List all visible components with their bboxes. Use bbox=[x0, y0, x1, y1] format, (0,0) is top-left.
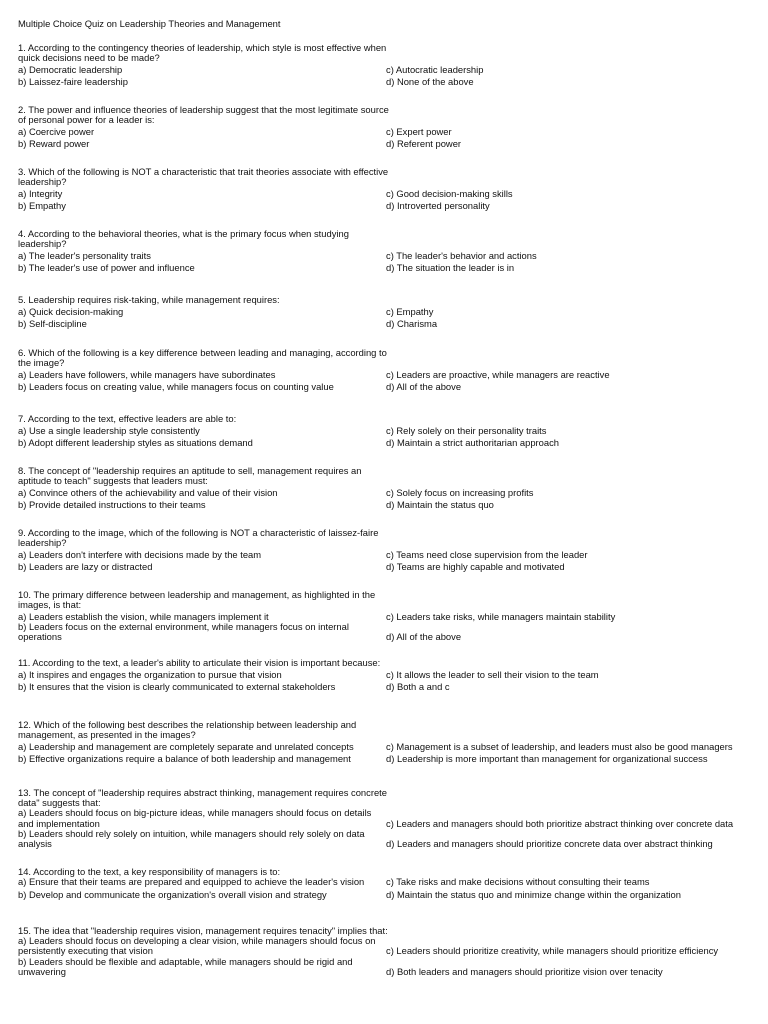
option-b: b) It ensures that the vision is clearly communicated to external stakeholders bbox=[18, 681, 336, 692]
question-12 bbox=[18, 720, 758, 764]
option-b: b) The leader's use of power and influence bbox=[18, 262, 195, 274]
option-b: b) Adopt different leadership styles as situations demand bbox=[18, 437, 253, 448]
option-d: d) Teams are highly capable and motivated bbox=[386, 561, 565, 573]
option-b: b) Leaders should rely solely on intuition, while managers should rely solely on data analysis bbox=[18, 827, 365, 850]
option-d: d) Referent power bbox=[386, 138, 462, 150]
question-5 bbox=[18, 295, 758, 329]
option-a: a) Democratic leadership bbox=[18, 63, 123, 75]
option-c: c) Autocratic leadership bbox=[386, 63, 484, 75]
option-b: b) Leaders focus on creating value, while managers focus on counting value bbox=[18, 381, 334, 393]
option-c: c) It allows the leader to sell their vision to the team bbox=[386, 668, 599, 680]
option-a: a) Leaders don't interfere with decisions made by the team bbox=[18, 548, 262, 560]
option-a: a) Quick decision-making bbox=[18, 305, 124, 317]
question-9 bbox=[18, 528, 758, 572]
question-2 bbox=[18, 105, 758, 149]
option-d: d) All of the above bbox=[386, 381, 462, 393]
question-stem: 8. The concept of "leadership requires an aptitude to sell, management requires an aptitude to teach" suggests that leaders must: bbox=[18, 465, 362, 487]
option-d: d) Both a and c bbox=[386, 681, 450, 692]
option-b: b) Leaders should be flexible and adaptable, while managers should be rigid and unwavering bbox=[18, 955, 353, 977]
question-15 bbox=[18, 926, 758, 977]
option-d: d) Introverted personality bbox=[386, 200, 490, 212]
option-a: a) Leaders should focus on big-picture ideas, while managers should focus on details and implementation bbox=[18, 807, 372, 829]
option-c: c) Empathy bbox=[386, 305, 434, 317]
option-b: b) Leaders focus on the external environment, while managers focus on internal operations bbox=[18, 620, 349, 643]
question-7 bbox=[18, 414, 758, 448]
option-b: b) Reward power bbox=[18, 138, 90, 150]
option-d: d) Maintain the status quo bbox=[386, 499, 494, 511]
question-stem: 9. According to the image, which of the following is NOT a characteristic of laissez-faire leadership? bbox=[18, 527, 379, 549]
option-a: a) Integrity bbox=[18, 187, 63, 199]
option-a: a) Leaders establish the vision, while managers implement it bbox=[18, 610, 269, 622]
option-d: d) Charisma bbox=[386, 318, 438, 329]
option-c: c) Leaders take risks, while managers maintain stability bbox=[386, 610, 616, 622]
question-stem: 1. According to the contingency theories of leadership, which style is most effective when quick decisions need to be made? bbox=[18, 42, 387, 64]
option-a: a) Use a single leadership style consistently bbox=[18, 424, 200, 436]
option-c: c) Rely solely on their personality traits bbox=[386, 424, 547, 436]
option-d: d) Leadership is more important than management for organizational success bbox=[386, 753, 708, 765]
question-stem: 7. According to the text, effective leaders are able to: bbox=[18, 413, 237, 424]
question-13 bbox=[18, 788, 758, 849]
option-d: d) The situation the leader is in bbox=[386, 262, 515, 274]
option-d: d) Both leaders and managers should prioritize vision over tenacity bbox=[386, 965, 663, 977]
option-b: b) Provide detailed instructions to their teams bbox=[18, 499, 206, 511]
question-stem: 12. Which of the following best describes the relationship between leadership and management, as presented in the images? bbox=[18, 719, 357, 741]
option-c: c) Take risks and make decisions without consulting their teams bbox=[386, 876, 650, 888]
question-stem: 3. Which of the following is NOT a characteristic that trait theories associate with effective leadership? bbox=[18, 166, 389, 188]
option-c: c) Leaders and managers should both prioritize abstract thinking over concrete data bbox=[386, 817, 734, 829]
question-stem: 11. According to the text, a leader's ability to articulate their vision is important because: bbox=[18, 657, 381, 668]
question-stem: 2. The power and influence theories of leadership suggest that the most legitimate source of personal power for a leader is: bbox=[18, 104, 389, 126]
question-14 bbox=[18, 867, 758, 900]
option-c: c) Leaders are proactive, while managers are reactive bbox=[386, 368, 610, 380]
option-b: b) Effective organizations require a balance of both leadership and management bbox=[18, 753, 351, 765]
option-a: a) The leader's personality traits bbox=[18, 249, 151, 261]
option-b: b) Empathy bbox=[18, 200, 66, 212]
option-d: d) Maintain the status quo and minimize change within the organization bbox=[386, 888, 681, 900]
option-a: a) Leadership and management are completely separate and unrelated concepts bbox=[18, 740, 354, 752]
question-8 bbox=[18, 466, 758, 510]
question-4 bbox=[18, 229, 758, 273]
question-stem: 6. Which of the following is a key difference between leading and managing, according to the image? bbox=[18, 347, 387, 369]
option-d: d) Maintain a strict authoritarian approach bbox=[386, 437, 560, 448]
option-a: a) Ensure that their teams are prepared and equipped to achieve the leader's vision bbox=[18, 876, 365, 888]
option-a: a) Leaders have followers, while managers have subordinates bbox=[18, 368, 276, 380]
option-c: c) Leaders should prioritize creativity, while managers should prioritize efficiency bbox=[386, 945, 719, 957]
option-a: a) Coercive power bbox=[18, 125, 95, 137]
quiz-title: Multiple Choice Quiz on Leadership Theories and Management bbox=[18, 18, 281, 29]
option-a: a) Convince others of the achievability and value of their vision bbox=[18, 486, 278, 498]
option-c: c) Expert power bbox=[386, 125, 452, 137]
option-b: b) Develop and communicate the organization's overall vision and strategy bbox=[18, 888, 327, 900]
question-stem: 14. According to the text, a key responsibility of managers is to: bbox=[18, 866, 281, 877]
option-d: d) Leaders and managers should prioritize concrete data over abstract thinking bbox=[386, 838, 713, 850]
question-3 bbox=[18, 167, 758, 211]
option-b: b) Leaders are lazy or distracted bbox=[18, 561, 153, 573]
option-c: c) Teams need close supervision from the leader bbox=[386, 548, 588, 560]
question-stem: 4. According to the behavioral theories, what is the primary focus when studying leadership? bbox=[18, 228, 349, 250]
question-stem: 5. Leadership requires risk-taking, while management requires: bbox=[18, 294, 280, 305]
option-c: c) Solely focus on increasing profits bbox=[386, 486, 534, 498]
option-c: c) Good decision-making skills bbox=[386, 187, 513, 199]
option-a: a) It inspires and engages the organization to pursue that vision bbox=[18, 668, 282, 680]
option-d: d) None of the above bbox=[386, 76, 474, 88]
option-b: b) Self-discipline bbox=[18, 318, 87, 329]
question-6 bbox=[18, 348, 758, 392]
question-1 bbox=[18, 43, 758, 87]
option-c: c) The leader's behavior and actions bbox=[386, 249, 537, 261]
question-stem: 15. The idea that "leadership requires vision, management requires tenacity" implies that: bbox=[18, 925, 388, 936]
question-10 bbox=[18, 590, 758, 642]
option-b: b) Laissez-faire leadership bbox=[18, 76, 128, 88]
option-d: d) All of the above bbox=[386, 631, 462, 643]
question-11 bbox=[18, 658, 758, 692]
question-stem: 10. The primary difference between leadership and management, as highlighted in the images, is that: bbox=[18, 589, 376, 611]
question-stem: 13. The concept of "leadership requires abstract thinking, management requires concrete data" suggests that: bbox=[18, 787, 387, 809]
option-a: a) Leaders should focus on developing a clear vision, while managers should focus on persistently executing that vision bbox=[18, 935, 376, 957]
option-c: c) Management is a subset of leadership, and leaders must also be good managers bbox=[386, 740, 733, 752]
